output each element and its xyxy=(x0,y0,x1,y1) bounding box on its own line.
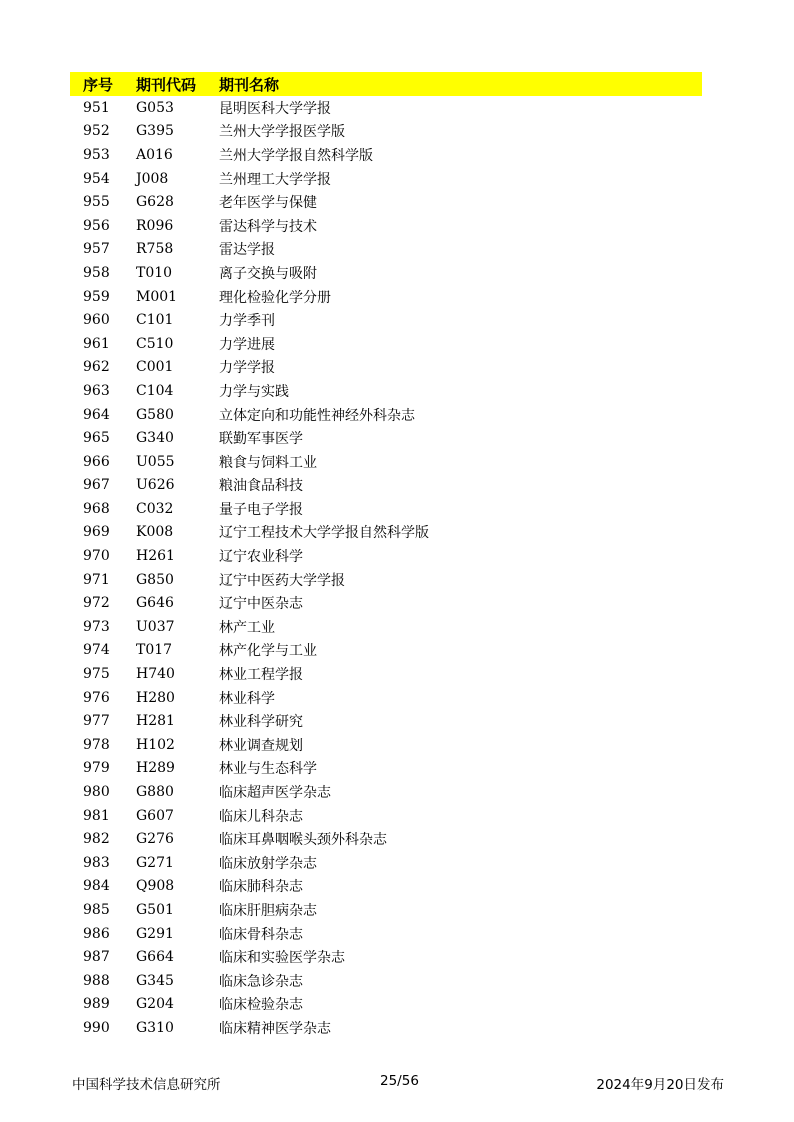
row-name: 辽宁中医药大学学报 xyxy=(219,572,345,589)
table-row xyxy=(70,780,702,804)
row-code: U626 xyxy=(136,477,175,494)
table-row xyxy=(70,568,702,592)
row-code: R096 xyxy=(136,217,174,234)
table-row xyxy=(70,308,702,332)
row-name: 临床精神医学杂志 xyxy=(219,1020,331,1037)
row-name: 力学季刊 xyxy=(219,313,275,330)
table-row xyxy=(70,497,702,521)
row-no: 960 xyxy=(83,312,110,329)
table-row xyxy=(70,709,702,733)
row-no: 977 xyxy=(83,713,110,730)
table-row xyxy=(70,403,702,427)
row-no: 974 xyxy=(83,642,110,659)
row-code: G607 xyxy=(136,807,174,824)
row-code: G880 xyxy=(136,784,174,801)
row-no: 982 xyxy=(83,831,110,848)
row-no: 979 xyxy=(83,760,110,777)
table-row xyxy=(70,120,702,144)
row-code: G053 xyxy=(136,99,174,116)
row-name: 临床放射学杂志 xyxy=(219,855,317,872)
table-row xyxy=(70,686,702,710)
row-code: G345 xyxy=(136,972,174,989)
row-name: 辽宁中医杂志 xyxy=(219,596,303,613)
table-row xyxy=(70,474,702,498)
row-code: G310 xyxy=(136,1019,174,1036)
table-row xyxy=(70,875,702,899)
row-name: 力学学报 xyxy=(219,360,275,377)
row-code: A016 xyxy=(136,146,173,163)
row-no: 986 xyxy=(83,925,110,942)
row-name: 老年医学与保健 xyxy=(219,195,317,212)
row-name: 林产化学与工业 xyxy=(219,643,317,660)
row-no: 957 xyxy=(83,241,110,258)
table-row xyxy=(70,945,702,969)
row-name: 临床肝胆病杂志 xyxy=(219,902,317,919)
table-row xyxy=(70,757,702,781)
row-name: 临床肺科杂志 xyxy=(219,879,303,896)
row-code: G850 xyxy=(136,571,174,588)
row-no: 956 xyxy=(83,217,110,234)
row-name: 力学进展 xyxy=(219,336,275,353)
row-code: K008 xyxy=(136,524,174,541)
row-name: 理化检验化学分册 xyxy=(219,289,331,306)
row-code: G340 xyxy=(136,430,174,447)
row-name: 临床急诊杂志 xyxy=(219,973,303,990)
row-no: 954 xyxy=(83,170,110,187)
row-name: 联勤军事医学 xyxy=(219,431,303,448)
table-row xyxy=(70,615,702,639)
row-name: 离子交换与吸附 xyxy=(219,265,317,282)
table-row xyxy=(70,969,702,993)
table-row xyxy=(70,804,702,828)
row-no: 972 xyxy=(83,595,110,612)
table-header xyxy=(70,72,702,96)
row-no: 983 xyxy=(83,854,110,871)
row-no: 971 xyxy=(83,571,110,588)
row-name: 昆明医科大学学报 xyxy=(219,100,331,117)
table-row xyxy=(70,639,702,663)
row-code: H289 xyxy=(136,760,175,777)
row-no: 987 xyxy=(83,949,110,966)
row-name: 兰州大学学报自然科学版 xyxy=(219,147,373,164)
row-code: T017 xyxy=(136,642,173,659)
row-name: 林产工业 xyxy=(219,619,275,636)
row-no: 958 xyxy=(83,264,110,281)
table-row xyxy=(70,379,702,403)
table-row xyxy=(70,827,702,851)
table-row xyxy=(70,922,702,946)
page-footer xyxy=(72,1073,724,1093)
row-code: C104 xyxy=(136,382,174,399)
row-no: 962 xyxy=(83,359,110,376)
table-row xyxy=(70,261,702,285)
table-row xyxy=(70,426,702,450)
table-row xyxy=(70,238,702,262)
row-code: C101 xyxy=(136,312,174,329)
row-name: 雷达学报 xyxy=(219,242,275,259)
footer-page-number: 25/56 xyxy=(380,1073,419,1089)
table-row xyxy=(70,167,702,191)
row-name: 兰州大学学报医学版 xyxy=(219,124,345,141)
table-row xyxy=(70,96,702,120)
row-name: 粮油食品科技 xyxy=(219,478,303,495)
row-no: 961 xyxy=(83,335,110,352)
row-code: C001 xyxy=(136,359,174,376)
footer-organization: 中国科学技术信息研究所 xyxy=(72,1077,221,1093)
header-code: 期刊代码 xyxy=(136,75,197,94)
journal-table xyxy=(70,72,702,1040)
row-code: G204 xyxy=(136,996,174,1013)
row-code: H280 xyxy=(136,689,175,706)
table-row xyxy=(70,450,702,474)
row-code: H261 xyxy=(136,548,175,565)
row-no: 951 xyxy=(83,99,110,116)
row-no: 985 xyxy=(83,901,110,918)
row-code: G271 xyxy=(136,854,174,871)
row-name: 林业与生态科学 xyxy=(219,761,317,778)
row-code: G646 xyxy=(136,595,174,612)
row-code: H281 xyxy=(136,713,175,730)
row-code: G291 xyxy=(136,925,174,942)
row-no: 975 xyxy=(83,666,110,683)
header-no: 序号 xyxy=(83,75,114,94)
row-no: 981 xyxy=(83,807,110,824)
table-body xyxy=(70,96,702,1040)
row-code: G276 xyxy=(136,831,174,848)
row-code: J008 xyxy=(136,170,169,187)
table-row xyxy=(70,1016,702,1040)
table-row xyxy=(70,591,702,615)
header-name: 期刊名称 xyxy=(219,75,280,94)
row-no: 964 xyxy=(83,406,110,423)
row-name: 立体定向和功能性神经外科杂志 xyxy=(219,407,415,424)
row-name: 林业工程学报 xyxy=(219,667,303,684)
row-no: 969 xyxy=(83,524,110,541)
row-no: 984 xyxy=(83,878,110,895)
row-no: 989 xyxy=(83,996,110,1013)
table-row xyxy=(70,190,702,214)
row-code: G395 xyxy=(136,123,174,140)
table-row xyxy=(70,214,702,238)
row-name: 林业调查规划 xyxy=(219,737,303,754)
row-no: 955 xyxy=(83,194,110,211)
table-row xyxy=(70,285,702,309)
row-no: 973 xyxy=(83,618,110,635)
row-name: 临床和实验医学杂志 xyxy=(219,950,345,967)
table-row xyxy=(70,993,702,1017)
row-name: 辽宁工程技术大学学报自然科学版 xyxy=(219,525,429,542)
footer-date: 2024年9月20日发布 xyxy=(596,1077,724,1093)
row-no: 965 xyxy=(83,430,110,447)
row-code: U037 xyxy=(136,618,175,635)
row-no: 990 xyxy=(83,1019,110,1036)
row-no: 952 xyxy=(83,123,110,140)
row-name: 林业科学 xyxy=(219,690,275,707)
row-name: 林业科学研究 xyxy=(219,714,303,731)
row-no: 966 xyxy=(83,453,110,470)
table-row xyxy=(70,851,702,875)
table-row xyxy=(70,544,702,568)
row-code: H102 xyxy=(136,736,175,753)
row-no: 967 xyxy=(83,477,110,494)
row-no: 970 xyxy=(83,548,110,565)
row-code: G580 xyxy=(136,406,174,423)
row-name: 雷达科学与技术 xyxy=(219,218,317,235)
row-no: 959 xyxy=(83,288,110,305)
row-name: 量子电子学报 xyxy=(219,501,303,518)
row-code: H740 xyxy=(136,666,175,683)
row-code: M001 xyxy=(136,288,178,305)
row-name: 临床检验杂志 xyxy=(219,997,303,1014)
row-name: 临床耳鼻咽喉头颈外科杂志 xyxy=(219,832,387,849)
row-no: 978 xyxy=(83,736,110,753)
row-name: 临床骨科杂志 xyxy=(219,926,303,943)
table-row xyxy=(70,733,702,757)
row-no: 963 xyxy=(83,382,110,399)
row-code: G664 xyxy=(136,949,174,966)
row-code: T010 xyxy=(136,264,173,281)
row-name: 临床超声医学杂志 xyxy=(219,785,331,802)
row-no: 980 xyxy=(83,784,110,801)
table-row xyxy=(70,143,702,167)
row-name: 力学与实践 xyxy=(219,383,289,400)
row-code: R758 xyxy=(136,241,174,258)
row-no: 953 xyxy=(83,146,110,163)
row-code: Q908 xyxy=(136,878,175,895)
row-no: 968 xyxy=(83,500,110,517)
row-name: 粮食与饲料工业 xyxy=(219,454,317,471)
table-row xyxy=(70,356,702,380)
row-name: 兰州理工大学学报 xyxy=(219,171,331,188)
table-row xyxy=(70,662,702,686)
row-code: U055 xyxy=(136,453,175,470)
table-row xyxy=(70,332,702,356)
row-no: 988 xyxy=(83,972,110,989)
row-code: C510 xyxy=(136,335,174,352)
row-no: 976 xyxy=(83,689,110,706)
row-code: G628 xyxy=(136,194,174,211)
table-row xyxy=(70,521,702,545)
row-name: 辽宁农业科学 xyxy=(219,549,303,566)
row-code: G501 xyxy=(136,901,174,918)
row-code: C032 xyxy=(136,500,174,517)
row-name: 临床儿科杂志 xyxy=(219,808,303,825)
table-row xyxy=(70,898,702,922)
